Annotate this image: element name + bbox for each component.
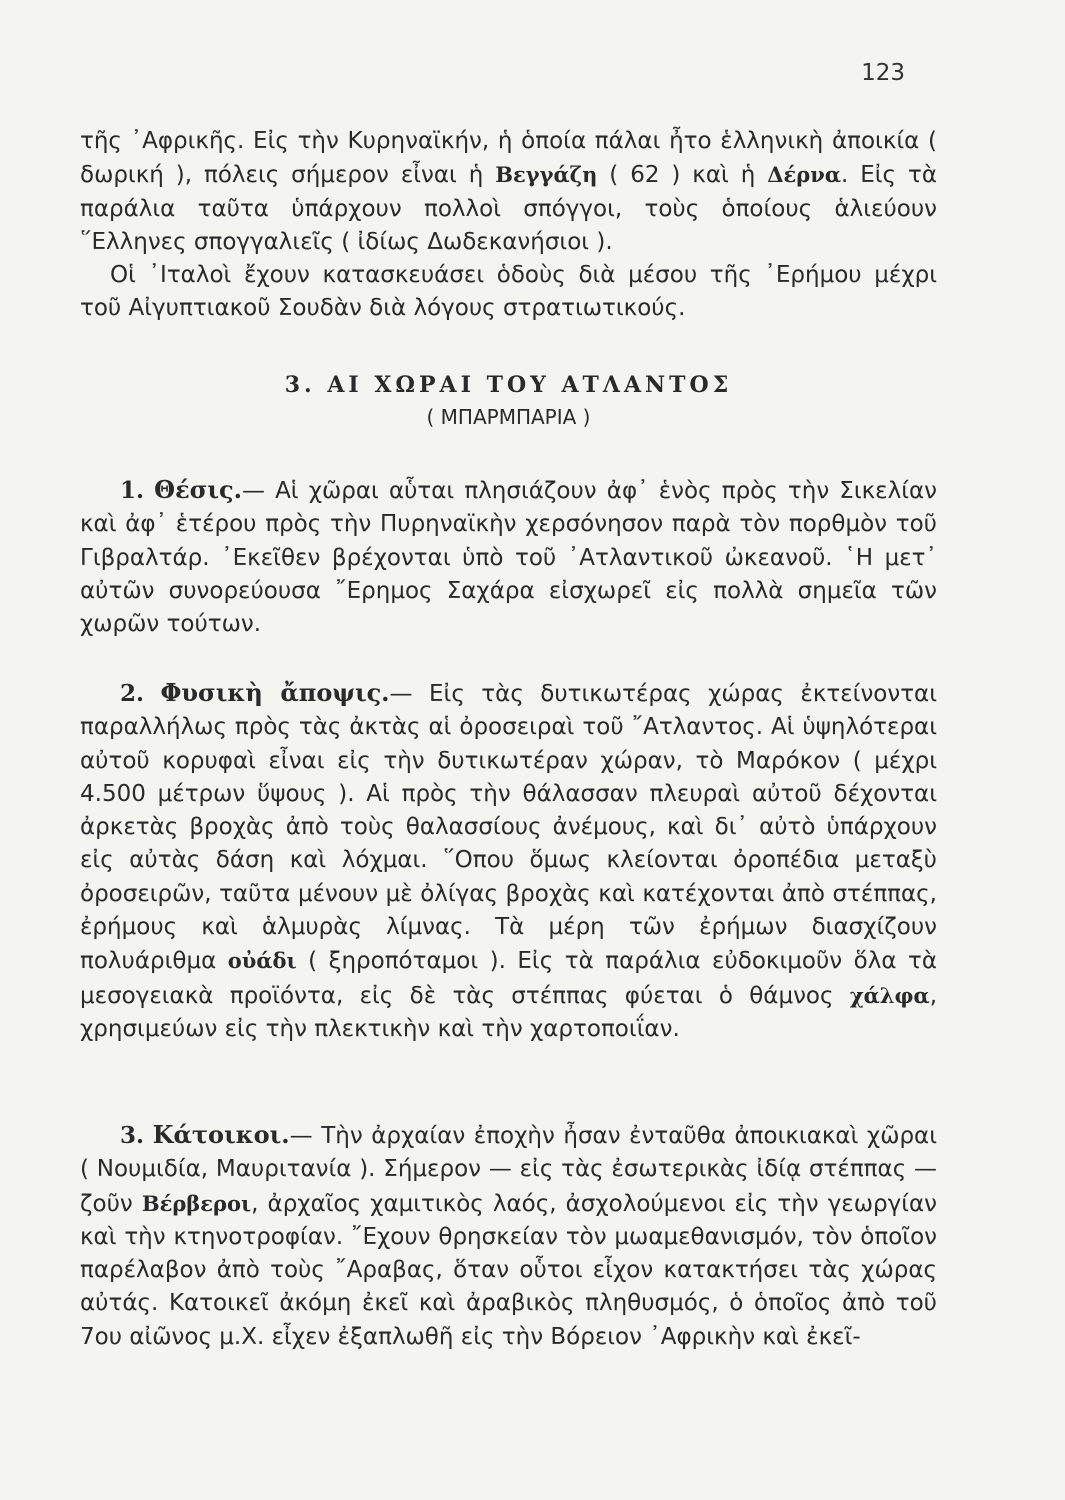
subsection-inhabitants-number: 3.: [120, 1122, 145, 1149]
subsection-physical-text-1: — Εἰς τὰς δυτικωτέρας χώρας ἐκτείνονται παραλλήλως πρὸς τὰς ἀκτὰς αἱ ὀροσειραὶ τοῦ ῎Ατλαντος. Αἱ ὑψηλότεραι αὐτοῦ κορυφαὶ εἶναι εἰς τὴν δυτικωτέραν χώραν, τὸ Μαρόκον ( μέχρι 4.500 μέτρων ὕψους ). Αἱ πρὸς τὴν θάλασσαν πλευραὶ αὐτοῦ δέχονται ἀρκετὰς βροχὰς ἀπὸ τοὺς θαλασσίους ἀνέμους, καὶ δι᾿ αὐτὸ ὑπάρχουν εἰς αὐτὰς δάση καὶ λόχμαι. ῞Οπου ὅμως κλείονται ὀροπέδια μεταξὺ ὀροσειρῶν, ταῦτα μένουν μὲ ὀλίγας βροχὰς καὶ κατέχονται ἀπὸ στέππας, ἐρήμους καὶ ἁλμυρὰς λίμνας. Τὰ μέρη τῶν ἐρήμων διασχίζουν πολυάριθμα: [80, 681, 938, 975]
subsection-position: [80, 473, 937, 641]
intro-p1-part1: τῆς ᾿Αφρικῆς. Εἰς τὴν Κυρηναϊκήν, ἡ ὁποία πάλαι ἦτο ἑλληνικὴ ἀποικία ( δωρική ), πόλεις σήμερον εἶναι ἡ: [80, 128, 937, 189]
subsection-physical-number: 2.: [120, 680, 145, 707]
term-halfa: χάλφα: [849, 982, 930, 1008]
subsection-physical: [80, 676, 937, 1046]
subsection-position-text: — Αἱ χῶραι αὗται πλησιάζουν ἀφ᾿ ἑνὸς πρὸς τὴν Σικελίαν καὶ ἀφ᾿ ἑτέρου πρὸς τὴν Πυρηναϊκὴν χερσόνησον παρὰ τὸν πορθμὸν τοῦ Γιβραλτάρ. ᾿Εκεῖθεν βρέχονται ὑπὸ τοῦ ᾿Ατλαντικοῦ ὠκεανοῦ. ῾Η μετ᾿ αὐτῶν συνορεύουσα ῎Ερημος Σαχάρα εἰσχωρεῖ εἰς πολλὰ σημεῖα τῶν χωρῶν τούτων.: [80, 478, 938, 638]
subsection-inhabitants-heading: Κάτοικοι.: [152, 1120, 290, 1149]
subsection-physical-text-3: , χρησιμεύων εἰς τὴν πλεκτικὴν καὶ τὴν χαρτοποιΐαν.: [80, 982, 937, 1042]
intro-text: [80, 125, 937, 326]
intro-p1-part3: . Εἰς τὰ παράλια ταῦτα ὑπάρχουν πολλοὶ σπόγγοι, τοὺς ὁποίους ἁλιεύουν ῞Ελληνες σπογγαλιεῖς ( ἰδίως Δωδεκανήσιοι ).: [80, 162, 937, 255]
section-title: 3. ΑΙ ΧΩΡΑΙ ΤΟΥ ΑΤΛΑΝΤΟΣ: [284, 372, 733, 398]
intro-p1-part2: ( 62 ) καὶ ἡ: [597, 162, 768, 189]
section-subtitle: ( ΜΠΑΡΜΠΑΡΙΑ ): [426, 405, 591, 429]
intro-paragraph-2: Οἱ ᾿Ιταλοὶ ἔχουν κατασκευάσει ὁδοὺς διὰ μέσου τῆς ᾿Ερήμου μέχρι τοῦ Αἰγυπτιακοῦ Σουδὰν διὰ λόγους στρατιωτικούς.: [80, 262, 937, 322]
subsection-physical-paragraph: [80, 676, 937, 1046]
subsection-position-number: 1.: [120, 477, 145, 504]
intro-paragraph-1: [80, 125, 937, 259]
subsection-position-heading: Θέσις.: [154, 475, 242, 504]
term-derna: Δέρνα: [767, 162, 841, 188]
subsection-inhabitants-paragraph: [80, 1118, 937, 1354]
subsection-inhabitants: [80, 1118, 937, 1354]
term-ververoi: Βέρβεροι: [141, 1190, 252, 1216]
subsection-position-paragraph: [80, 473, 937, 641]
term-vengazi: Βεγγάζη: [495, 162, 598, 188]
subsection-physical-heading: Φυσικὴ ἄποψις.: [160, 678, 390, 707]
page-number: 123: [861, 60, 905, 86]
term-ouadi: οὐάδι: [227, 948, 297, 974]
subsection-inhabitants-text-2: , ἀρχαῖος χαμιτικὸς λαός, ἀσχολούμενοι εἰς τὴν γεωργίαν καὶ τὴν κτηνοτροφίαν. ῎Εχουν θρησκείαν τὸν μωαμεθανισμόν, τὸν ὁποῖον παρέλαβον ἀπὸ τοὺς ῎Αραβας, ὅταν οὗτοι εἶχον κατακτήσει τὰς χώρας αὐτάς. Κατοικεῖ ἀκόμη ἐκεῖ καὶ ἀραβικὸς πληθυσμός, ὁ ὁποῖος ἀπὸ τοῦ 7ου αἰῶνος μ.Χ. εἶχεν ἐξαπλωθῆ εἰς τὴν Βόρειον ᾿Αφρικὴν καὶ ἐκεῖ-: [80, 1190, 937, 1350]
subsection-physical-text-2: ( ξηροπόταμοι ). Εἰς τὰ παράλια εὐδοκιμοῦν ὅλα τὰ μεσογειακὰ προϊόντα, εἰς δὲ τὰς στέππας φύεται ὁ θάμνος: [80, 948, 937, 1009]
subsection-inhabitants-text-1: — Τὴν ἀρχαίαν ἐποχὴν ἦσαν ἐνταῦθα ἀποικιακαὶ χῶραι ( Νουμιδία, Μαυριτανία ). Σήμερον — εἰς τὰς ἐσωτερικὰς ἰδίᾳ στέππας — ζοῦν: [80, 1123, 938, 1217]
